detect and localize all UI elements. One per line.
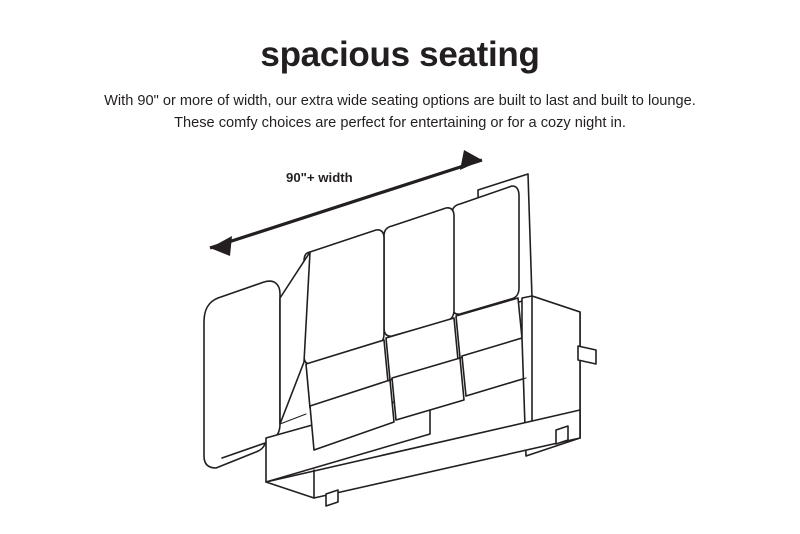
page-title: spacious seating — [260, 35, 540, 74]
dimension-label: 90"+ width — [286, 170, 353, 185]
description-line-2: These comfy choices are perfect for entertaining or for a cozy night in. — [174, 115, 626, 132]
page-description — [0, 90, 800, 134]
sofa-line-illustration — [160, 138, 640, 508]
description-line-1: With 90" or more of width, our extra wide seating options are built to last and built to lounge. — [104, 93, 696, 109]
sofa-diagram — [160, 138, 640, 508]
